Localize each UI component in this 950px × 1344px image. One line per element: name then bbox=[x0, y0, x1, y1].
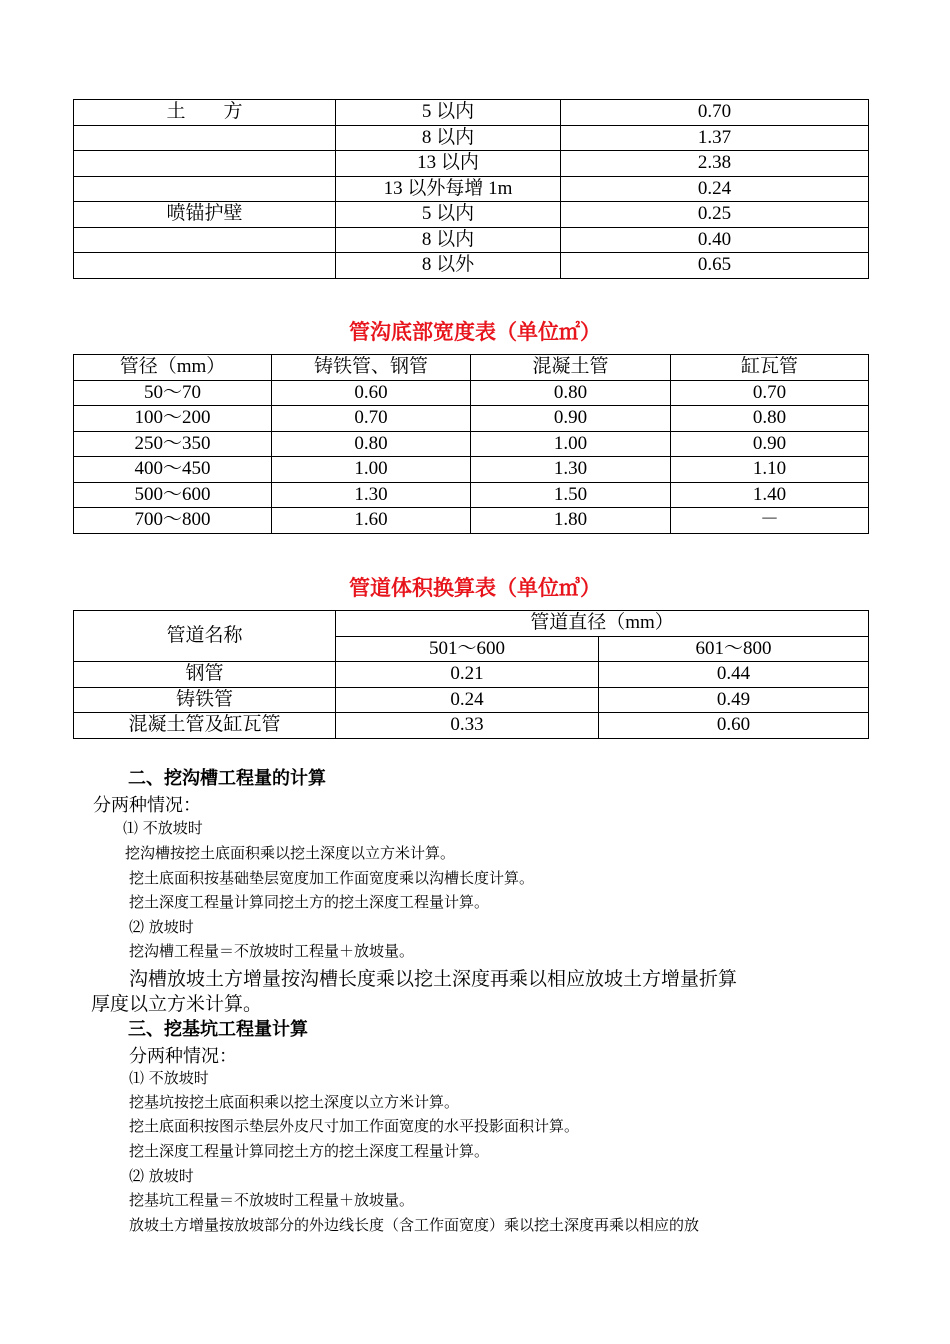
table-row bbox=[74, 202, 869, 228]
diameter-cell: 250～350 bbox=[74, 431, 272, 457]
table-header-row bbox=[74, 611, 869, 637]
clay-cell: － bbox=[671, 508, 869, 534]
value-cell: 0.40 bbox=[561, 227, 869, 253]
header-cast-iron-steel: 铸铁管、钢管 bbox=[272, 355, 471, 381]
section-3-case-1: ⑴ 不放坡时 bbox=[129, 1069, 209, 1087]
section-2-intro: 分两种情况： bbox=[93, 795, 201, 816]
table-row bbox=[74, 151, 869, 177]
header-clay: 缸瓦管 bbox=[671, 355, 869, 381]
value-cell: 2.38 bbox=[561, 151, 869, 177]
table-row bbox=[74, 431, 869, 457]
table-row bbox=[74, 508, 869, 534]
range-2-cell: 0.60 bbox=[599, 713, 869, 739]
table-row bbox=[74, 227, 869, 253]
table-row bbox=[74, 713, 869, 739]
concrete-cell: 1.30 bbox=[471, 457, 671, 483]
concrete-cell: 1.50 bbox=[471, 482, 671, 508]
category-cell: 土 方 bbox=[74, 100, 336, 126]
concrete-cell: 0.80 bbox=[471, 380, 671, 406]
depth-cell: 13 以内 bbox=[336, 151, 561, 177]
category-cell bbox=[74, 125, 336, 151]
pipe-volume-table-title: 管道体积换算表（单位㎥） bbox=[349, 576, 601, 600]
clay-cell: 0.90 bbox=[671, 431, 869, 457]
table-row bbox=[74, 125, 869, 151]
section-2-case-1: ⑴ 不放坡时 bbox=[123, 819, 203, 837]
header-diameter: 管径（mm） bbox=[74, 355, 272, 381]
table-row bbox=[74, 100, 869, 126]
section-2-paragraph-5-line-1: 沟槽放坡土方增量按沟槽长度乘以挖土深度再乘以相应放坡土方增量折算 bbox=[129, 968, 738, 990]
section-2-paragraph-5-line-2: 厚度以立方米计算。 bbox=[91, 993, 263, 1015]
clay-cell: 0.70 bbox=[671, 380, 869, 406]
table-row bbox=[74, 662, 869, 688]
diameter-cell: 500～600 bbox=[74, 482, 272, 508]
range-1-cell: 0.21 bbox=[336, 662, 599, 688]
cast-iron-steel-cell: 1.30 bbox=[272, 482, 471, 508]
concrete-cell: 1.00 bbox=[471, 431, 671, 457]
trench-width-table bbox=[73, 354, 869, 534]
section-3-paragraph-1: 挖基坑按挖土底面积乘以挖土深度以立方米计算。 bbox=[129, 1093, 460, 1111]
table-row bbox=[74, 457, 869, 483]
pipe-name-cell: 混凝土管及缸瓦管 bbox=[74, 713, 336, 739]
diameter-cell: 100～200 bbox=[74, 406, 272, 432]
table-row bbox=[74, 176, 869, 202]
value-cell: 0.24 bbox=[561, 176, 869, 202]
concrete-cell: 1.80 bbox=[471, 508, 671, 534]
header-pipe-diameter: 管道直径（mm） bbox=[336, 611, 869, 637]
earthwork-table bbox=[73, 99, 869, 279]
range-2-cell: 0.44 bbox=[599, 662, 869, 688]
depth-cell: 8 以外 bbox=[336, 253, 561, 279]
section-3-paragraph-3: 挖土深度工程量计算同挖土方的挖土深度工程量计算。 bbox=[129, 1142, 490, 1160]
range-1-cell: 0.33 bbox=[336, 713, 599, 739]
diameter-cell: 50～70 bbox=[74, 380, 272, 406]
table-row bbox=[74, 253, 869, 279]
clay-cell: 1.40 bbox=[671, 482, 869, 508]
concrete-cell: 0.90 bbox=[471, 406, 671, 432]
header-concrete: 混凝土管 bbox=[471, 355, 671, 381]
value-cell: 0.65 bbox=[561, 253, 869, 279]
trench-width-table-title: 管沟底部宽度表（单位㎡） bbox=[349, 320, 601, 344]
category-cell: 喷锚护壁 bbox=[74, 202, 336, 228]
depth-cell: 5 以内 bbox=[336, 100, 561, 126]
pipe-name-cell: 钢管 bbox=[74, 662, 336, 688]
pipe-name-cell: 铸铁管 bbox=[74, 687, 336, 713]
table-row bbox=[74, 482, 869, 508]
range-1-cell: 0.24 bbox=[336, 687, 599, 713]
cast-iron-steel-cell: 1.60 bbox=[272, 508, 471, 534]
diameter-cell: 700～800 bbox=[74, 508, 272, 534]
section-2-paragraph-1: 挖沟槽按挖土底面积乘以挖土深度以立方米计算。 bbox=[125, 844, 456, 862]
depth-cell: 8 以内 bbox=[336, 125, 561, 151]
cast-iron-steel-cell: 1.00 bbox=[272, 457, 471, 483]
value-cell: 0.25 bbox=[561, 202, 869, 228]
value-cell: 0.70 bbox=[561, 100, 869, 126]
section-3-case-2: ⑵ 放坡时 bbox=[129, 1167, 194, 1185]
section-2-paragraph-2: 挖土底面积按基础垫层宽度加工作面宽度乘以沟槽长度计算。 bbox=[129, 869, 535, 887]
section-2-paragraph-4: 挖沟槽工程量＝不放坡时工程量＋放坡量。 bbox=[129, 942, 415, 960]
depth-cell: 8 以内 bbox=[336, 227, 561, 253]
section-2-case-2: ⑵ 放坡时 bbox=[129, 918, 194, 936]
section-3-paragraph-5: 放坡土方增量按放坡部分的外边线长度（含工作面宽度）乘以挖土深度再乘以相应的放 bbox=[129, 1216, 700, 1234]
table-header-row bbox=[74, 355, 869, 381]
category-cell bbox=[74, 253, 336, 279]
header-range-2: 601～800 bbox=[599, 636, 869, 662]
section-3-paragraph-4: 挖基坑工程量＝不放坡时工程量＋放坡量。 bbox=[129, 1191, 415, 1209]
clay-cell: 0.80 bbox=[671, 406, 869, 432]
section-3-paragraph-2: 挖土底面积按图示垫层外皮尺寸加工作面宽度的水平投影面积计算。 bbox=[129, 1117, 580, 1135]
depth-cell: 5 以内 bbox=[336, 202, 561, 228]
depth-cell: 13 以外每增 1m bbox=[336, 176, 561, 202]
section-2-heading: 二、挖沟槽工程量的计算 bbox=[128, 768, 326, 789]
section-2-paragraph-3: 挖土深度工程量计算同挖土方的挖土深度工程量计算。 bbox=[129, 893, 490, 911]
header-pipe-name: 管道名称 bbox=[74, 611, 336, 662]
header-range-1: 501～600 bbox=[336, 636, 599, 662]
category-cell bbox=[74, 227, 336, 253]
category-cell bbox=[74, 176, 336, 202]
cast-iron-steel-cell: 0.70 bbox=[272, 406, 471, 432]
category-cell bbox=[74, 151, 336, 177]
section-3-intro: 分两种情况： bbox=[129, 1046, 237, 1067]
clay-cell: 1.10 bbox=[671, 457, 869, 483]
table-row bbox=[74, 687, 869, 713]
pipe-volume-table bbox=[73, 610, 869, 739]
cast-iron-steel-cell: 0.60 bbox=[272, 380, 471, 406]
value-cell: 1.37 bbox=[561, 125, 869, 151]
table-row bbox=[74, 380, 869, 406]
cast-iron-steel-cell: 0.80 bbox=[272, 431, 471, 457]
table-row bbox=[74, 406, 869, 432]
section-3-heading: 三、挖基坑工程量计算 bbox=[128, 1019, 308, 1040]
diameter-cell: 400～450 bbox=[74, 457, 272, 483]
range-2-cell: 0.49 bbox=[599, 687, 869, 713]
